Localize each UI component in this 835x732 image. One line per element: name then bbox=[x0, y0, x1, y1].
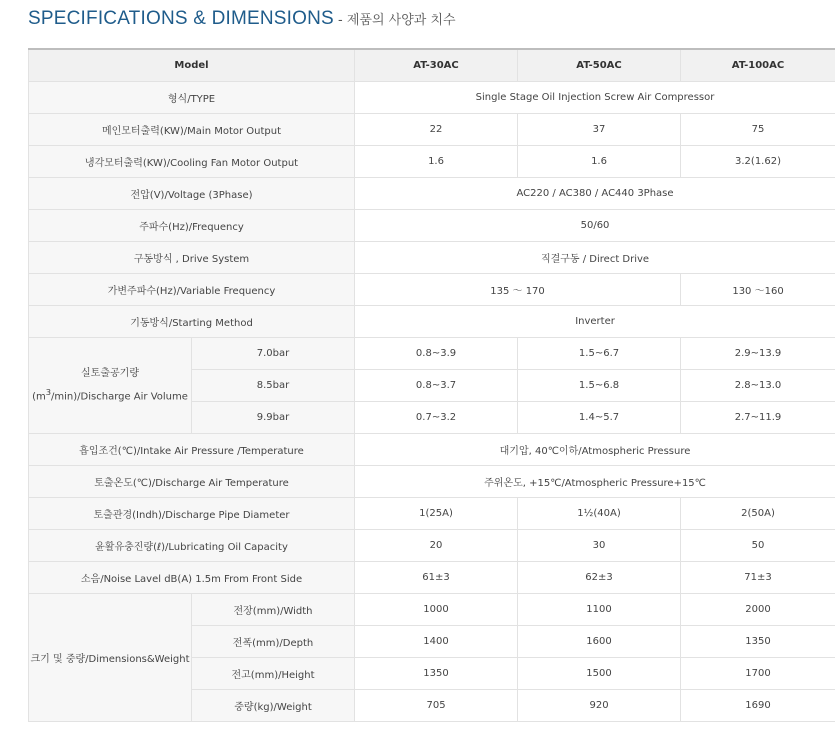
cell-value: 1(25A) bbox=[355, 497, 518, 529]
row-label: 토출온도(℃)/Discharge Air Temperature bbox=[29, 465, 355, 497]
air-volume-label-post: /min)/Discharge Air Volume bbox=[51, 391, 188, 403]
cell-value: 2000 bbox=[681, 593, 835, 625]
cell-value: 50 bbox=[681, 529, 835, 561]
sub-label: 전장(mm)/Width bbox=[192, 593, 355, 625]
table-row bbox=[29, 529, 835, 561]
sub-label: 전고(mm)/Height bbox=[192, 657, 355, 689]
table-row bbox=[29, 593, 835, 625]
header-model: Model bbox=[29, 49, 355, 81]
table-row bbox=[29, 465, 835, 497]
row-label: 구동방식 , Drive System bbox=[29, 241, 355, 273]
row-label: 주파수(Hz)/Frequency bbox=[29, 209, 355, 241]
row-label: 형식/TYPE bbox=[29, 81, 355, 113]
cell-value: 50/60 bbox=[355, 209, 835, 241]
cell-value: 61±3 bbox=[355, 561, 518, 593]
cell-value: 37 bbox=[518, 113, 681, 145]
title-main: SPECIFICATIONS & DIMENSIONS bbox=[28, 8, 334, 29]
table-row bbox=[29, 561, 835, 593]
air-volume-label bbox=[29, 337, 192, 433]
cell-value: 주위온도, +15℃/Atmospheric Pressure+15℃ bbox=[355, 465, 835, 497]
cell-value: 75 bbox=[681, 113, 835, 145]
table-row bbox=[29, 337, 835, 369]
cell-value: 30 bbox=[518, 529, 681, 561]
cell-value: 1600 bbox=[518, 625, 681, 657]
row-label: 윤활유충진량(ℓ)/Lubricating Oil Capacity bbox=[29, 529, 355, 561]
table-row bbox=[29, 81, 835, 113]
cell-value: 22 bbox=[355, 113, 518, 145]
cell-value: 대기압, 40℃이하/Atmospheric Pressure bbox=[355, 433, 835, 465]
cell-value: 71±3 bbox=[681, 561, 835, 593]
cell-value: 130 ～160 bbox=[681, 273, 835, 305]
header-at-100ac: AT-100AC bbox=[681, 49, 835, 81]
sub-label: 7.0bar bbox=[192, 337, 355, 369]
page-title bbox=[28, 8, 456, 30]
cell-value: 1.6 bbox=[518, 145, 681, 177]
cell-value: 1.6 bbox=[355, 145, 518, 177]
cell-value: 직결구동 / Direct Drive bbox=[355, 241, 835, 273]
table-row bbox=[29, 113, 835, 145]
cell-value: Inverter bbox=[355, 305, 835, 337]
cell-value: 0.8~3.9 bbox=[355, 337, 518, 369]
cell-value: 62±3 bbox=[518, 561, 681, 593]
cell-value: Single Stage Oil Injection Screw Air Compressor bbox=[355, 81, 835, 113]
cell-value: 1100 bbox=[518, 593, 681, 625]
spec-table bbox=[28, 48, 835, 722]
cell-value: 1400 bbox=[355, 625, 518, 657]
cell-value: 2(50A) bbox=[681, 497, 835, 529]
table-row bbox=[29, 177, 835, 209]
cell-value: 2.9~13.9 bbox=[681, 337, 835, 369]
row-label: 가변주파수(Hz)/Variable Frequency bbox=[29, 273, 355, 305]
cell-value: 1.5~6.7 bbox=[518, 337, 681, 369]
cell-value: 1350 bbox=[681, 625, 835, 657]
table-row bbox=[29, 209, 835, 241]
cell-value: 0.7~3.2 bbox=[355, 401, 518, 433]
row-label: 흡입조건(℃)/Intake Air Pressure /Temperature bbox=[29, 433, 355, 465]
row-label: 소음/Noise Lavel dB(A) 1.5m From Front Side bbox=[29, 561, 355, 593]
cell-value: 3.2(1.62) bbox=[681, 145, 835, 177]
air-volume-label-line1: 실토출공기량 bbox=[81, 367, 139, 379]
sub-label: 9.9bar bbox=[192, 401, 355, 433]
header-row bbox=[29, 49, 835, 81]
air-volume-label-pre: (m bbox=[32, 391, 46, 403]
table-row bbox=[29, 305, 835, 337]
cell-value: 2.8~13.0 bbox=[681, 369, 835, 401]
cell-value: 1000 bbox=[355, 593, 518, 625]
cell-value: 1690 bbox=[681, 689, 835, 721]
cell-value: AC220 / AC380 / AC440 3Phase bbox=[355, 177, 835, 209]
cell-value: 1½(40A) bbox=[518, 497, 681, 529]
air-volume-label-sup: 3 bbox=[45, 386, 52, 397]
cell-value: 0.8~3.7 bbox=[355, 369, 518, 401]
table-row bbox=[29, 433, 835, 465]
sub-label: 중량(kg)/Weight bbox=[192, 689, 355, 721]
cell-value: 2.7~11.9 bbox=[681, 401, 835, 433]
header-at-50ac: AT-50AC bbox=[518, 49, 681, 81]
table-row bbox=[29, 145, 835, 177]
cell-value: 1350 bbox=[355, 657, 518, 689]
row-label: 기동방식/Starting Method bbox=[29, 305, 355, 337]
cell-value: 705 bbox=[355, 689, 518, 721]
header-at-30ac: AT-30AC bbox=[355, 49, 518, 81]
row-label: 토출관경(Indh)/Discharge Pipe Diameter bbox=[29, 497, 355, 529]
cell-value: 1.4~5.7 bbox=[518, 401, 681, 433]
cell-value: 20 bbox=[355, 529, 518, 561]
sub-label: 전폭(mm)/Depth bbox=[192, 625, 355, 657]
table-row bbox=[29, 497, 835, 529]
cell-value: 920 bbox=[518, 689, 681, 721]
table-row bbox=[29, 273, 835, 305]
row-label: 전압(V)/Voltage (3Phase) bbox=[29, 177, 355, 209]
cell-value: 1.5~6.8 bbox=[518, 369, 681, 401]
cell-value: 1500 bbox=[518, 657, 681, 689]
table-row bbox=[29, 241, 835, 273]
title-sub: - 제품의 사양과 치수 bbox=[333, 13, 456, 28]
dimensions-label: 크기 및 중량/Dimensions&Weight bbox=[29, 593, 192, 721]
cell-value: 1700 bbox=[681, 657, 835, 689]
cell-value: 135 ～ 170 bbox=[355, 273, 681, 305]
sub-label: 8.5bar bbox=[192, 369, 355, 401]
row-label: 메인모터출력(KW)/Main Motor Output bbox=[29, 113, 355, 145]
row-label: 냉각모터출력(KW)/Cooling Fan Motor Output bbox=[29, 145, 355, 177]
